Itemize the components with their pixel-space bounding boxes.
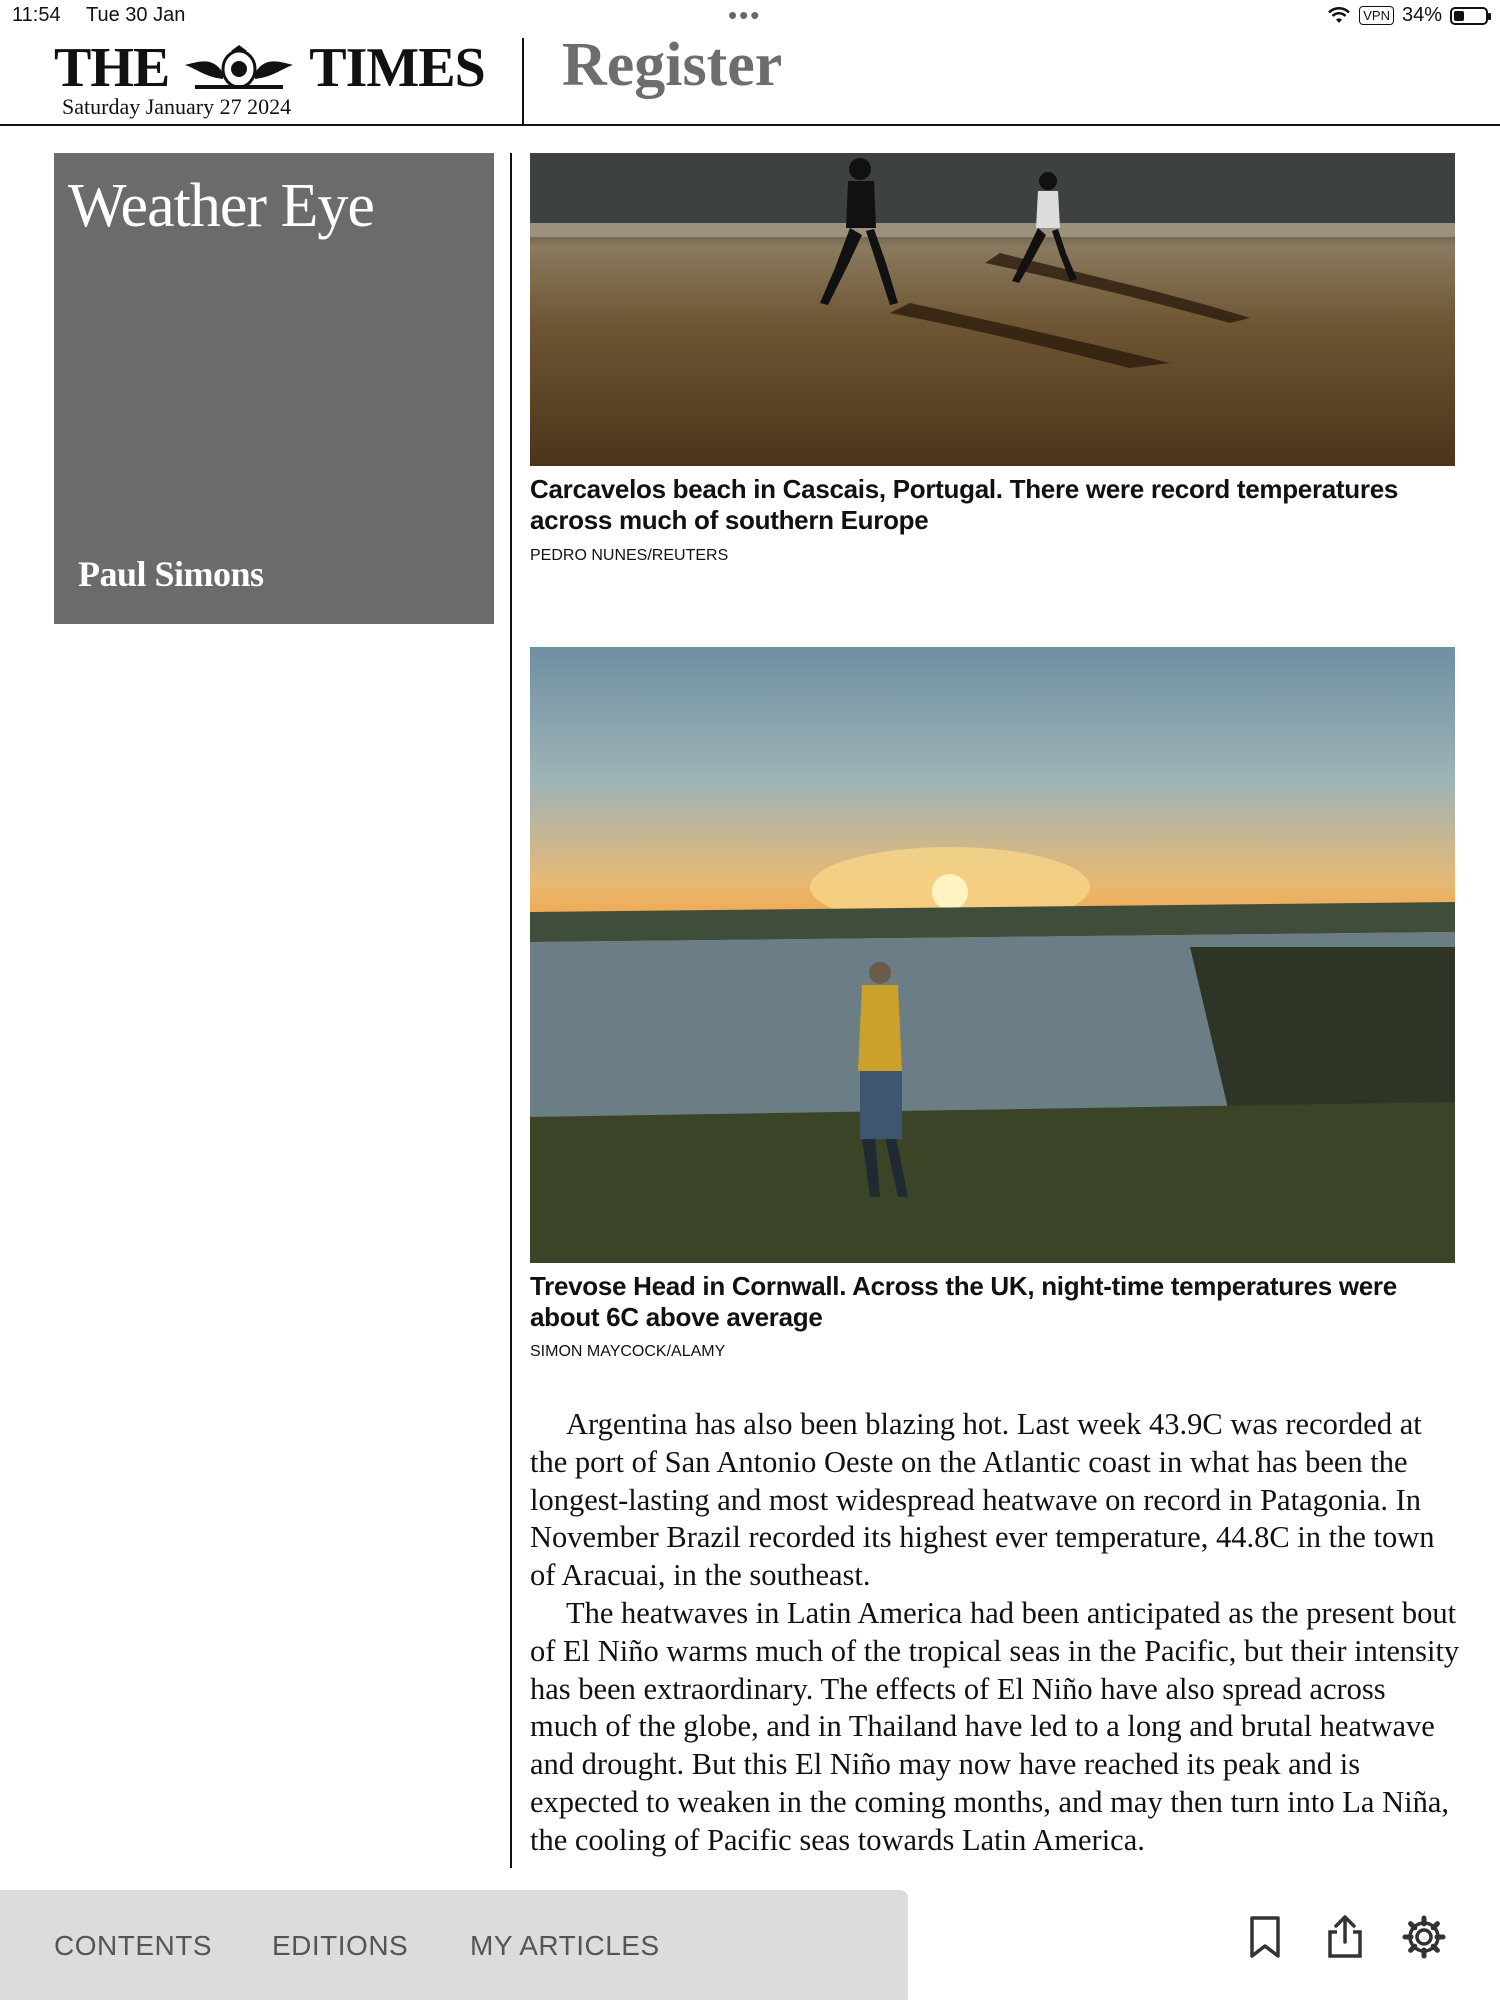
- photo-caption: Carcavelos beach in Cascais, Portugal. There were record temperatures across much of southern Europe: [530, 474, 1399, 535]
- article-paragraph: Argentina has also been blazing hot. Last week 43.9C was recorded at the port of San Antonio Oeste on the Atlantic coast in what has been the longest-lasting and most widespread heatwave on record in Patagonia. In November Brazil recorded its highest ever temperature, 44.8C in the town of Aracuai, in the southeast.: [530, 1407, 1435, 1593]
- gear-icon[interactable]: [1401, 1914, 1447, 1960]
- column-divider: [510, 153, 512, 1868]
- vpn-badge: VPN: [1359, 6, 1394, 25]
- header-rule: [0, 124, 1500, 126]
- photo-caption: Trevose Head in Cornwall. Across the UK, night-time temperatures were about 6C above average: [530, 1271, 1397, 1332]
- author-name: Paul Simons: [78, 554, 264, 594]
- masthead-the: THE: [54, 37, 170, 99]
- wifi-icon: [1327, 7, 1351, 25]
- publication-date: Saturday January 27 2024: [62, 94, 292, 119]
- coast-scene: [530, 647, 1455, 1263]
- status-date: Tue 30 Jan: [86, 4, 186, 26]
- photo-credit: SIMON MAYCOCK/ALAMY: [530, 1343, 726, 1360]
- header-divider: [522, 38, 524, 124]
- section-title: Register: [562, 31, 783, 99]
- status-time: 11:54: [12, 4, 61, 26]
- tab-contents[interactable]: CONTENTS: [54, 1930, 212, 1961]
- multitask-dots[interactable]: •••: [728, 0, 762, 30]
- battery-percent: 34%: [1401, 4, 1442, 26]
- column-panel: [54, 153, 494, 624]
- coast-photo[interactable]: [530, 647, 1455, 1263]
- masthead: [54, 36, 485, 100]
- article-body: [530, 1406, 1460, 1868]
- bottom-nav: [0, 1890, 908, 2000]
- crest-icon: [175, 43, 303, 93]
- column-title: Weather Eye: [68, 172, 374, 240]
- article-paragraph: The heatwaves in Latin America had been anticipated as the present bout of El Niño warms much of the tropical seas in the Pacific, but their intensity has been extraordinary. The effects of El Niño have also spread across much of the globe, and in Thailand have led to a long and brutal heatwave and drought. But this El Niño may now have reached its peak and is expected to weaken in the coming months, and may then turn into La Niña, the cooling of Pacific seas towards Latin America.: [530, 1595, 1460, 1857]
- battery-icon: [1450, 7, 1488, 25]
- beach-scene: [530, 153, 1455, 466]
- tab-editions[interactable]: EDITIONS: [272, 1930, 409, 1961]
- tab-my-articles[interactable]: MY ARTICLES: [470, 1930, 660, 1961]
- photo-credit: PEDRO NUNES/REUTERS: [530, 547, 729, 564]
- share-icon[interactable]: [1322, 1914, 1368, 1960]
- battery-fill: [1454, 11, 1464, 21]
- status-right: [1327, 4, 1488, 27]
- beach-photo[interactable]: [530, 153, 1455, 466]
- bookmark-icon[interactable]: [1242, 1914, 1288, 1960]
- masthead-times: TIMES: [309, 37, 485, 99]
